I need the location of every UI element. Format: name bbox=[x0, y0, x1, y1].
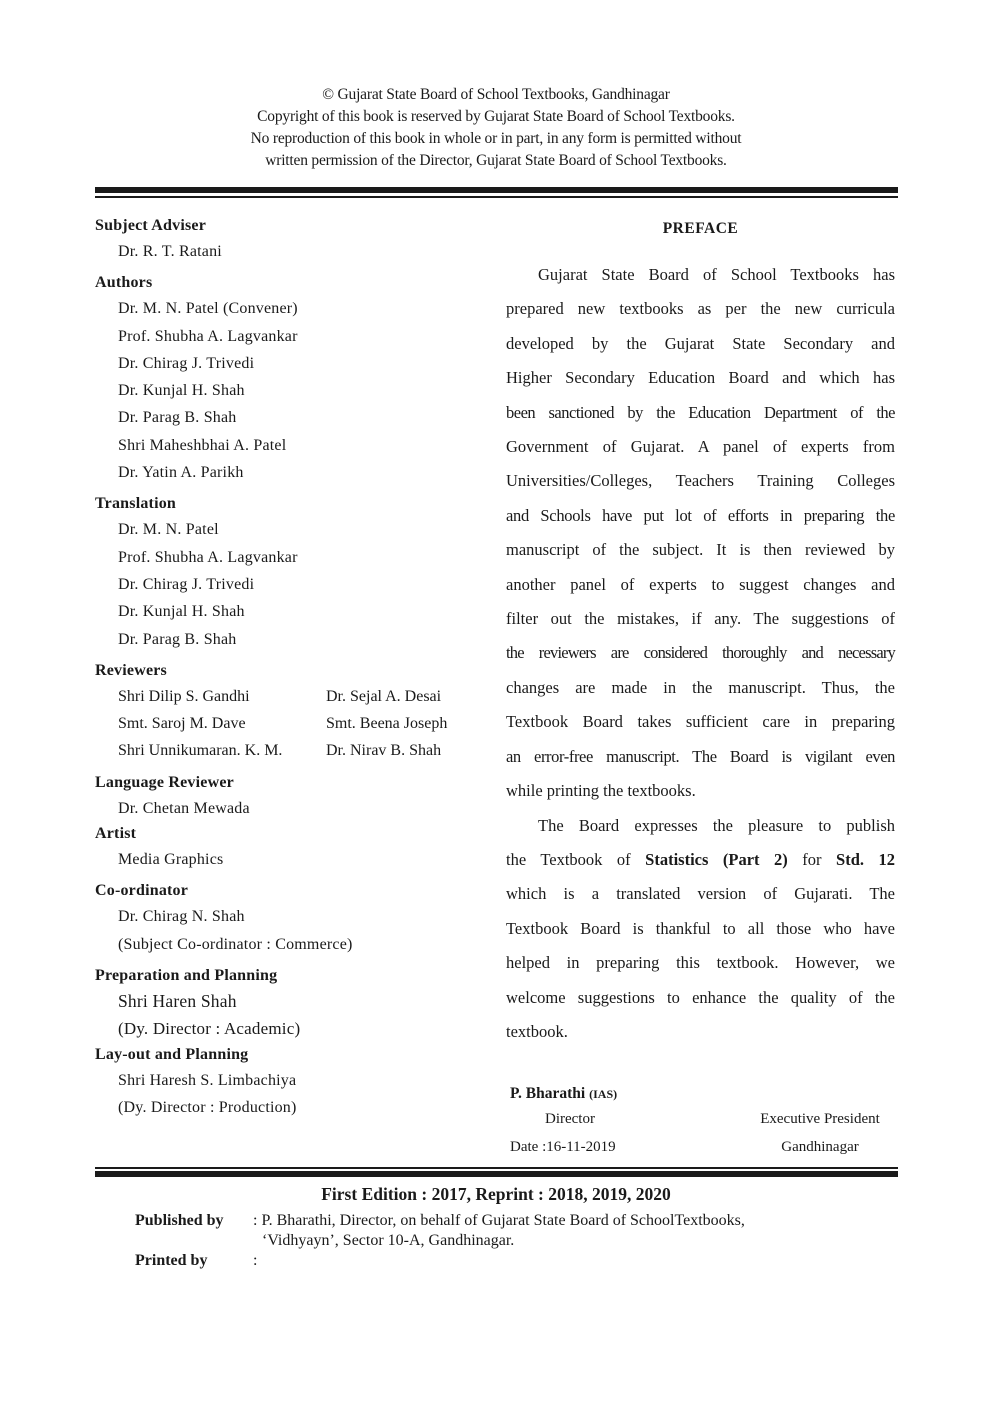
signatory-title: Director bbox=[545, 1111, 595, 1127]
published-by-row bbox=[135, 1211, 745, 1231]
copyright-line: Copyright of this book is reserved by Gujarat State Board of School Textbooks. bbox=[257, 108, 735, 125]
text-line: while printing the textbooks. bbox=[506, 781, 696, 801]
signature-date-row bbox=[510, 1133, 895, 1161]
section-heading-authors: Authors bbox=[95, 274, 153, 292]
text-fragment: the Textbook of bbox=[506, 849, 646, 869]
credit-name: Shri Dilip S. Gandhi bbox=[118, 687, 250, 705]
reviewer-row bbox=[95, 737, 485, 764]
text-line: The Board expresses the pleasure to publish bbox=[538, 815, 895, 835]
credit-name: Prof. Shubha A. Lagvankar bbox=[118, 548, 298, 566]
credit-role: (Subject Co-ordinator : Commerce) bbox=[118, 935, 353, 953]
signature-title-row bbox=[510, 1105, 895, 1133]
credit-name: Smt. Beena Joseph bbox=[326, 715, 448, 733]
text-line: which is a translated version of Gujarati. The bbox=[506, 884, 895, 904]
credit-role: (Dy. Director : Academic) bbox=[118, 1019, 301, 1039]
credit-name: Shri Haresh S. Limbachiya bbox=[118, 1071, 297, 1089]
publisher-address: ‘Vidhyayn’, Sector 10-A, Gandhinagar. bbox=[262, 1232, 515, 1249]
text-line: another panel of experts to suggest changes and bbox=[506, 574, 895, 594]
copyright-line: No reproduction of this book in whole or in part, in any form is permitted without bbox=[250, 130, 742, 147]
text-line: Government of Gujarat. A panel of experts from bbox=[506, 437, 895, 457]
divider-top-thick bbox=[95, 187, 898, 193]
published-by-value: : P. Bharathi, Director, on behalf of Gujarat State Board of SchoolTextbooks, bbox=[253, 1212, 745, 1229]
text-line: been sanctioned by the Education Department of the bbox=[506, 402, 895, 422]
credit-name: Dr. Parag B. Shah bbox=[118, 630, 237, 648]
printed-by-label: Printed by bbox=[135, 1252, 208, 1269]
signatory-name bbox=[510, 1083, 895, 1105]
text-line: and Schools have put lot of efforts in preparing the bbox=[506, 505, 895, 525]
publisher-info bbox=[135, 1211, 745, 1271]
text-line: the reviewers are considered thoroughly and necessary bbox=[506, 643, 895, 663]
section-heading-coordinator: Co-ordinator bbox=[95, 882, 189, 900]
credit-name: Dr. M. N. Patel (Convener) bbox=[118, 300, 298, 318]
divider-bottom-thick bbox=[95, 1171, 898, 1177]
text-line: Universities/Colleges, Teachers Training Colleges bbox=[506, 471, 895, 491]
printed-by-value: : bbox=[253, 1252, 258, 1269]
text-line bbox=[506, 843, 895, 877]
published-address-row bbox=[135, 1231, 745, 1251]
text-line: welcome suggestions to enhance the quality of the bbox=[506, 987, 895, 1007]
divider-top-thin bbox=[95, 196, 898, 198]
text-line: filter out the mistakes, if any. The suggestions of bbox=[506, 609, 895, 629]
signatory-suffix: (IAS) bbox=[589, 1087, 618, 1101]
section-heading-layout: Lay-out and Planning bbox=[95, 1045, 249, 1063]
text-line: changes are made in the manuscript. Thus, the bbox=[506, 677, 895, 697]
text-line: developed by the Gujarat State Secondary and bbox=[506, 333, 895, 353]
text-line: helped in preparing this textbook. However, we bbox=[506, 953, 895, 973]
credit-name: Dr. Chirag N. Shah bbox=[118, 908, 245, 926]
section-heading-artist: Artist bbox=[95, 825, 137, 843]
text-line: textbook. bbox=[506, 1021, 568, 1041]
preface-title: PREFACE bbox=[662, 220, 739, 237]
credits-column bbox=[95, 214, 485, 1121]
credit-name: Dr. M. N. Patel bbox=[118, 521, 219, 539]
credit-name: Dr. Parag B. Shah bbox=[118, 409, 237, 427]
credit-name: Dr. R. T. Ratani bbox=[118, 243, 222, 260]
credit-name: Dr. Sejal A. Desai bbox=[326, 687, 442, 705]
credit-role: (Dy. Director : Production) bbox=[118, 1098, 297, 1116]
preface-paragraph-1 bbox=[506, 258, 895, 809]
credit-name: Dr. Yatin A. Parikh bbox=[118, 464, 244, 482]
credit-name: Dr. Chirag J. Trivedi bbox=[118, 354, 255, 372]
section-heading-reviewers: Reviewers bbox=[95, 661, 167, 679]
text-line: Textbook Board is thankful to all those who have bbox=[506, 918, 895, 938]
published-by-label: Published by bbox=[135, 1212, 224, 1229]
reviewer-row bbox=[95, 710, 485, 737]
subject-name: Statistics (Part 2) bbox=[645, 849, 788, 869]
preface-column bbox=[506, 216, 895, 1049]
text-line: Higher Secondary Education Board and which has bbox=[506, 368, 895, 388]
credit-name: Dr. Nirav B. Shah bbox=[326, 742, 442, 760]
section-heading-subject-adviser: Subject Adviser bbox=[95, 217, 206, 234]
signatory-name-text: P. Bharathi bbox=[510, 1085, 586, 1102]
credit-name: Dr. Kunjal H. Shah bbox=[118, 382, 245, 400]
edition-info: First Edition : 2017, Reprint : 2018, 2019, 2020 bbox=[321, 1184, 671, 1204]
text-line: Gujarat State Board of School Textbooks has bbox=[538, 265, 895, 284]
section-heading-translation: Translation bbox=[95, 495, 177, 513]
copyright-notice bbox=[0, 84, 992, 172]
text-line: prepared new textbooks as per the new curricula bbox=[506, 299, 895, 319]
credit-name: Prof. Shubha A. Lagvankar bbox=[118, 327, 298, 345]
credit-name: Dr. Chirag J. Trivedi bbox=[118, 575, 255, 593]
credit-name: Dr. Kunjal H. Shah bbox=[118, 603, 245, 621]
signature-date: Date :16-11-2019 bbox=[510, 1139, 616, 1155]
credit-name: Dr. Chetan Mewada bbox=[118, 799, 250, 817]
divider-bottom-thin bbox=[95, 1167, 898, 1169]
signatory-role: Executive President bbox=[760, 1111, 880, 1127]
signature-block bbox=[510, 1083, 895, 1161]
preface-paragraph-2 bbox=[506, 809, 895, 1050]
text-line: manuscript of the subject. It is then reviewed by bbox=[506, 540, 895, 560]
standard-label: Std. 12 bbox=[836, 849, 895, 869]
credit-name: Media Graphics bbox=[118, 851, 224, 869]
text-line: Textbook Board takes sufficient care in preparing bbox=[506, 712, 895, 732]
copyright-line: written permission of the Director, Gujarat State Board of School Textbooks. bbox=[265, 152, 727, 169]
signature-place: Gandhinagar bbox=[781, 1139, 859, 1155]
section-heading-language-reviewer: Language Reviewer bbox=[95, 773, 234, 791]
text-line: an error-free manuscript. The Board is vigilant even bbox=[506, 746, 895, 766]
reviewer-row bbox=[95, 683, 485, 710]
credit-name: Shri Maheshbhai A. Patel bbox=[118, 436, 287, 454]
text-fragment: for bbox=[787, 849, 837, 869]
printed-by-row bbox=[135, 1251, 745, 1271]
copyright-line: © Gujarat State Board of School Textbooks, Gandhinagar bbox=[322, 86, 670, 103]
credit-name: Shri Unnikumaran. K. M. bbox=[118, 742, 283, 760]
section-heading-preparation: Preparation and Planning bbox=[95, 966, 278, 984]
credit-name: Smt. Saroj M. Dave bbox=[118, 715, 246, 733]
credit-name: Shri Haren Shah bbox=[118, 990, 237, 1011]
